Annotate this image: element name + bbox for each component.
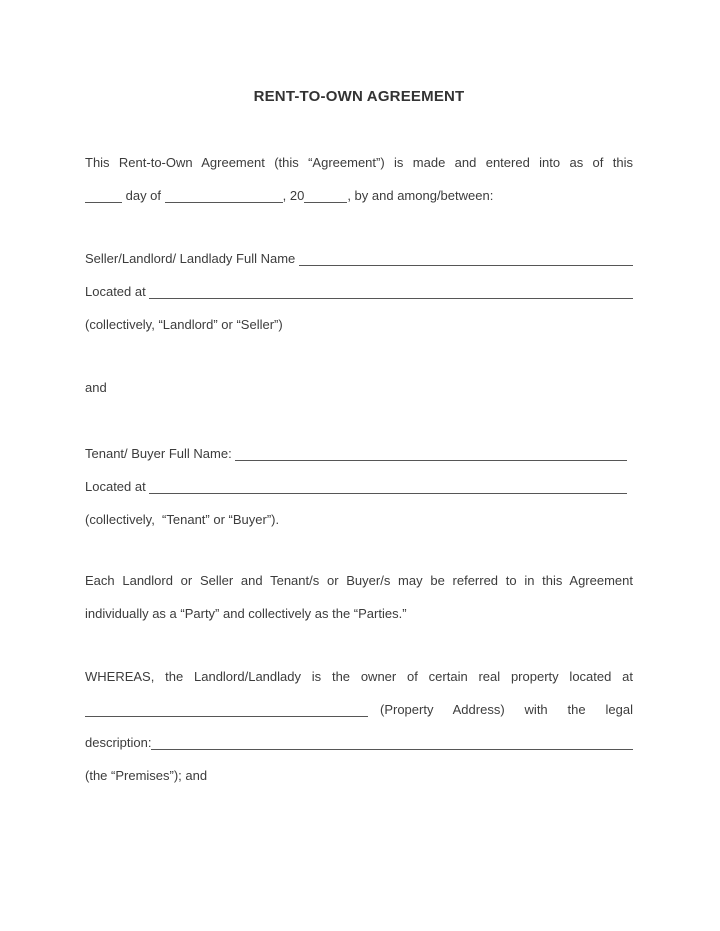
landlord-collective-line: (collectively, “Landlord” or “Seller”) [85, 317, 283, 332]
year-blank [304, 179, 347, 203]
day-blank [85, 179, 122, 203]
parties-line-2: individually as a “Party” and collectively as the “Parties.” [85, 606, 407, 621]
property-address-blank [85, 693, 368, 717]
tenant-address-blank [149, 470, 627, 494]
tenant-located-at-label: Located at [85, 479, 150, 494]
intro-line-2 [85, 179, 633, 212]
premises-line: (the “Premises”); and [85, 768, 208, 783]
landlord-section [85, 242, 633, 341]
description-line [85, 726, 633, 759]
tenant-section [85, 437, 633, 536]
intro-by-and-text: , by and among/between: [347, 188, 494, 203]
parties-line-1: Each Landlord or Seller and Tenant/s or Buyer/s may be referred to in this Agreement [85, 573, 633, 588]
intro-paragraph [85, 146, 633, 212]
intro-day-of-text: day of [122, 188, 165, 203]
document-title: RENT-TO-OWN AGREEMENT [253, 88, 465, 105]
whereas-line-1: WHEREAS, the Landlord/Landlady is the owner of certain real property located at [85, 669, 633, 684]
intro-line-1: This Rent-to-Own Agreement (this “Agreement”) is made and entered into as of this [85, 155, 633, 170]
tenant-name-blank [235, 437, 627, 461]
month-blank [165, 179, 283, 203]
tenant-name-label: Tenant/ Buyer Full Name: [85, 446, 236, 461]
property-address-line [85, 693, 633, 726]
landlord-name-line [85, 242, 633, 275]
landlord-name-label: Seller/Landlord/ Landlady Full Name [85, 251, 299, 266]
tenant-collective-line: (collectively, “Tenant” or “Buyer”). [85, 512, 280, 527]
tenant-name-line [85, 437, 633, 470]
and-separator: and [85, 380, 107, 395]
landlord-address-line [85, 275, 633, 308]
parties-paragraph [85, 564, 633, 630]
intro-year-prefix-text: , 20 [282, 188, 305, 203]
landlord-address-blank [149, 275, 633, 299]
landlord-located-at-label: Located at [85, 284, 150, 299]
description-label: description: [85, 735, 152, 750]
whereas-paragraph [85, 660, 633, 792]
property-address-text: (Property Address) with the legal [380, 702, 633, 717]
landlord-name-blank [299, 242, 633, 266]
description-blank [151, 726, 633, 750]
tenant-address-line [85, 470, 633, 503]
